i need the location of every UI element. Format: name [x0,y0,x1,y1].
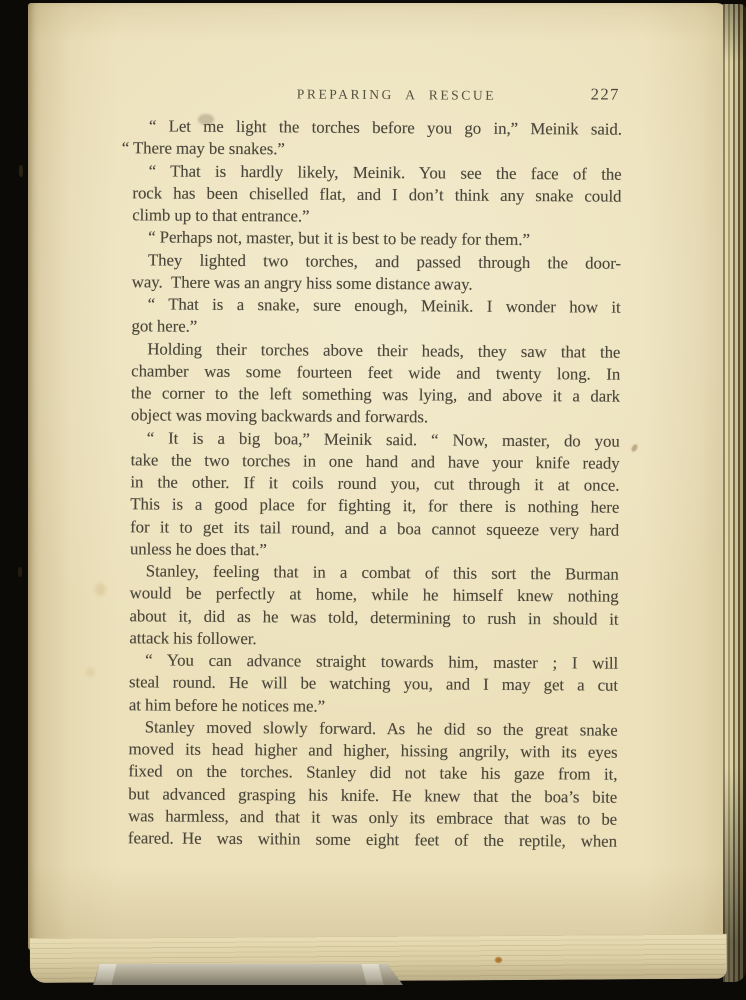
text-line: rock has been chiselled flat, and I don’t think any snake could [132,183,622,206]
text-line: take the two torches in one hand and have your knife ready [130,450,620,473]
book-cradle-clip [93,964,403,985]
text-line: for it to get its tail round, and a boa cannot squeeze very hard [130,516,620,540]
text-line: feared. He was within some eight feet of the reptile, when [127,828,618,851]
text-line: attack his follower. [129,628,257,648]
text-line: way. There was an angry hiss some distance away. [131,272,473,294]
text-line: “ There may be snakes.” [121,138,285,159]
text-line: Holding their torches above their heads, they saw that the [147,338,621,362]
page-number: 227 [590,84,621,104]
text-line: got here.” [131,316,198,336]
text-line: steal round. He will be watching you, and I may get a cut [128,672,619,695]
text-line: Stanley moved slowly forward. As he did so the great snake [144,717,618,740]
gutter-nick [18,567,22,577]
foxing-spot [95,583,106,596]
text-line: would be perfectly at home, while he himself knew nothing [129,583,619,606]
page-edge-right [723,4,746,982]
text-line: They lighted two torches, and passed through the door- [147,249,622,273]
paper-speck [495,957,502,963]
text-line: chamber was some fourteen feet wide and twenty long. In [131,361,621,384]
text-line: fixed on the torches. Stanley did not take his gaze from it, [128,761,618,784]
text-line: object was moving backwards and forwards. [130,405,429,427]
text-line: “ You can advance straight towards him, master ; I will [145,650,619,673]
text-line: at him before he notices me.” [128,694,326,716]
text-line: “ That is a snake, sure enough, Meinik. I wonder how it [147,294,621,317]
page-text [121,115,622,853]
foxing-spot [86,668,95,677]
header-title: PREPARING A RESCUE [296,86,497,103]
text-line: “ Perhaps not, master, but it is best to be ready for them.” [148,227,530,250]
running-header [133,83,622,108]
facing-page-edge [2,0,30,987]
gutter-nick [19,165,23,177]
text-line: This is a good place for fighting it, for there is nothing here [130,494,620,517]
text-line: was harmless, and that it was only its embrace that was to be [128,806,618,829]
text-line: the corner to the left something was lying, and above it a dark [131,383,621,406]
text-line: climb up to that entrance.” [132,205,310,226]
text-line: “ It is a big boa,” Meinik said. “ Now, master, do you [146,427,620,451]
text-line: Stanley, feeling that in a combat of this sort the Burman [145,561,619,584]
text-line: in the other. If it coils round you, cut through it at once. [130,472,620,495]
text-line: about it, did as he was told, determining to rush in should it [129,605,619,629]
text-line: moved its head higher and higher, hissing angrily, with its eyes [128,739,618,762]
text-line: “ That is hardly likely, Meinik. You see the face of the [148,160,622,184]
text-line: unless he does that.” [129,539,267,559]
cradle-tab-right [361,964,383,985]
text-line: “ Let me light the torches before you go in,” Meinik said. [148,116,622,139]
text-line: but advanced grasping his knife. He knew that the boa’s bite [128,783,618,807]
